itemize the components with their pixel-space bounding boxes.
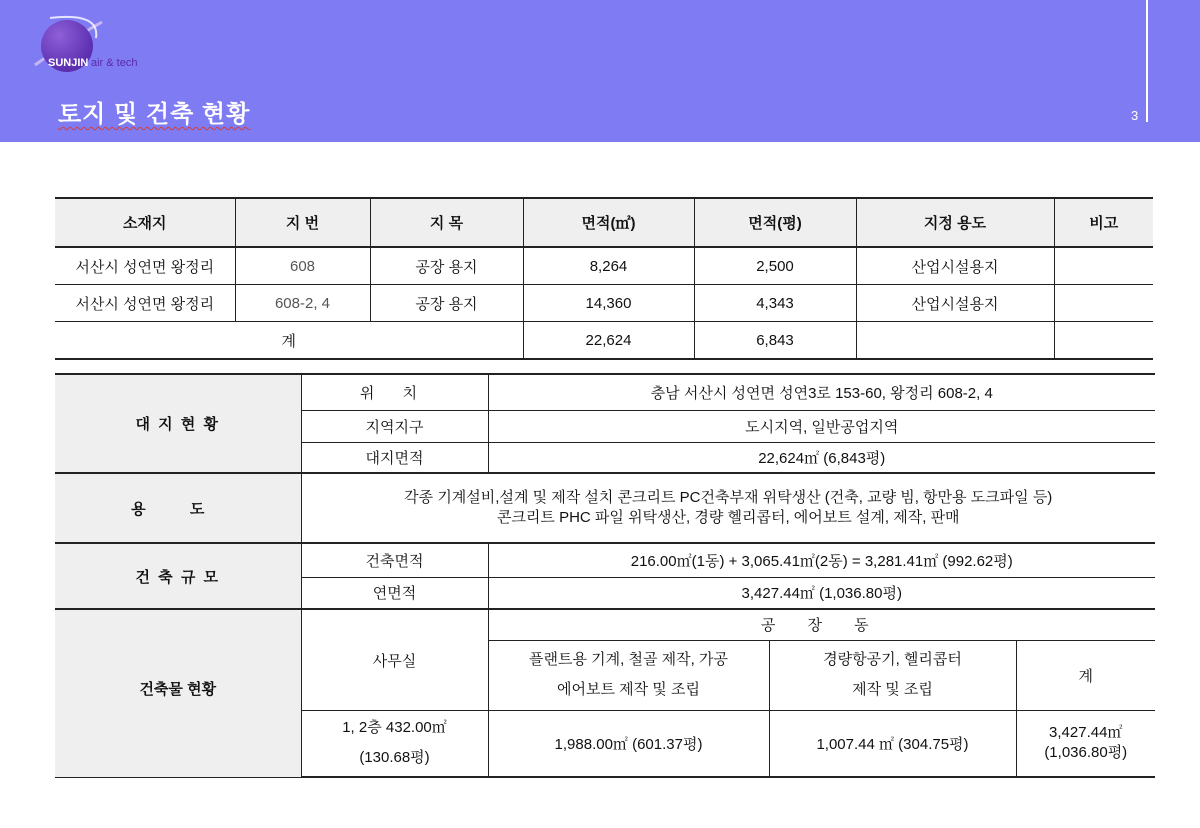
column-header: 면적(㎡) [523,198,694,247]
floor-area-value: 3,427.44㎡ (1,036.80평) [488,577,1155,609]
office-value-line1: 1, 2층 432.00㎡ [342,719,447,737]
category-site: 대 지 현 황 [55,374,301,473]
table-cell: 공장 용지 [370,247,523,285]
table-cell: 산업시설용지 [856,285,1054,322]
table-cell [1054,322,1153,360]
table-cell [1054,285,1153,322]
header-divider [1146,0,1148,122]
column-header: 비고 [1054,198,1153,247]
office-value-line2: (130.68평) [359,749,430,767]
table-cell: 서산시 성연면 왕정리 [55,285,235,322]
use-line-1: 각종 기계설비,설계 및 제작 설치 콘크리트 PC건축부재 위탁생산 (건축, 교량 빔, 항만용 도크파일 등) [404,489,1053,506]
building-area-label: 건축면적 [301,543,488,577]
table-row [55,374,1155,410]
factory-total-line2: (1,036.80평) [1044,744,1128,762]
table-row [55,543,1155,577]
factory-total-value [1016,710,1155,777]
category-buildings-label: 건축물 현황 [139,680,217,698]
table-cell: 공장 용지 [370,285,523,322]
column-header: 면적(평) [694,198,856,247]
zone-value: 도시지역, 일반공업지역 [488,410,1155,442]
zone-label: 지역지구 [301,410,488,442]
table-cell [1054,247,1153,285]
total-label: 계 [55,322,523,360]
table-cell: 14,360 [523,285,694,322]
office-label: 사무실 [301,609,488,710]
factory-label: 공 장 동 [488,609,1155,640]
table-cell: 서산시 성연면 왕정리 [55,247,235,285]
table-row [55,609,1155,640]
table-cell: 산업시설용지 [856,247,1054,285]
logo-brand: SUNJIN [48,57,89,69]
column-header: 지 번 [235,198,370,247]
building-area-value: 216.00㎡(1동) + 3,065.41㎡(2동) = 3,281.41㎡ (992.62평) [488,543,1155,577]
location-value: 충남 서산시 성연면 성연3로 153-60, 왕정리 608-2, 4 [488,374,1155,410]
table-cell: 2,500 [694,247,856,285]
use-description [301,473,1155,543]
table-cell: 8,264 [523,247,694,285]
floor-area-label: 연면적 [301,577,488,609]
column-header: 지 목 [370,198,523,247]
site-area-label: 대지면적 [301,442,488,473]
table-cell: 608-2, 4 [235,285,370,322]
land-table [55,197,1153,360]
factory-col2-line2: 제작 및 조립 [852,681,933,698]
table-row [55,247,1153,285]
factory-col1-line2: 에어보트 제작 및 조립 [557,681,700,698]
header-banner [0,0,1200,142]
factory-total-line1: 3,427.44㎡ [1049,724,1123,742]
factory-col2-value: 1,007.44 ㎡ (304.75평) [769,710,1016,777]
location-label: 위 치 [301,374,488,410]
site-area-value: 22,624㎡ (6,843평) [488,442,1155,473]
category-use: 용 도 [55,473,301,543]
factory-total-label: 계 [1016,640,1155,710]
column-header: 소재지 [55,198,235,247]
table-header-row [55,198,1153,247]
total-row [55,322,1153,360]
page-number: 3 [1131,108,1139,123]
factory-col2-line1: 경량항공기, 헬리콥터 [823,651,962,668]
factory-col1-line1: 플랜트용 기계, 철골 제작, 가공 [529,651,728,668]
total-area-pyeong: 6,843 [694,322,856,360]
factory-col2-header [769,640,1016,710]
logo-subtitle: air & tech [91,57,138,69]
factory-col1-value: 1,988.00㎡ (601.37평) [488,710,769,777]
office-value [301,710,488,777]
site-building-table [55,373,1155,778]
table-row [55,473,1155,543]
table-cell: 608 [235,247,370,285]
category-buildings [55,609,301,777]
total-area-m2: 22,624 [523,322,694,360]
table-cell: 4,343 [694,285,856,322]
column-header: 지정 용도 [856,198,1054,247]
table-cell [856,322,1054,360]
category-scale: 건 축 규 모 [55,543,301,609]
use-line-2: 콘크리트 PHC 파일 위탁생산, 경량 헬리콥터, 에어보트 설계, 제작, 판매 [496,509,960,526]
table-row [55,285,1153,322]
page-title: 토지 및 건축 현황 [58,101,251,128]
factory-col1-header [488,640,769,710]
